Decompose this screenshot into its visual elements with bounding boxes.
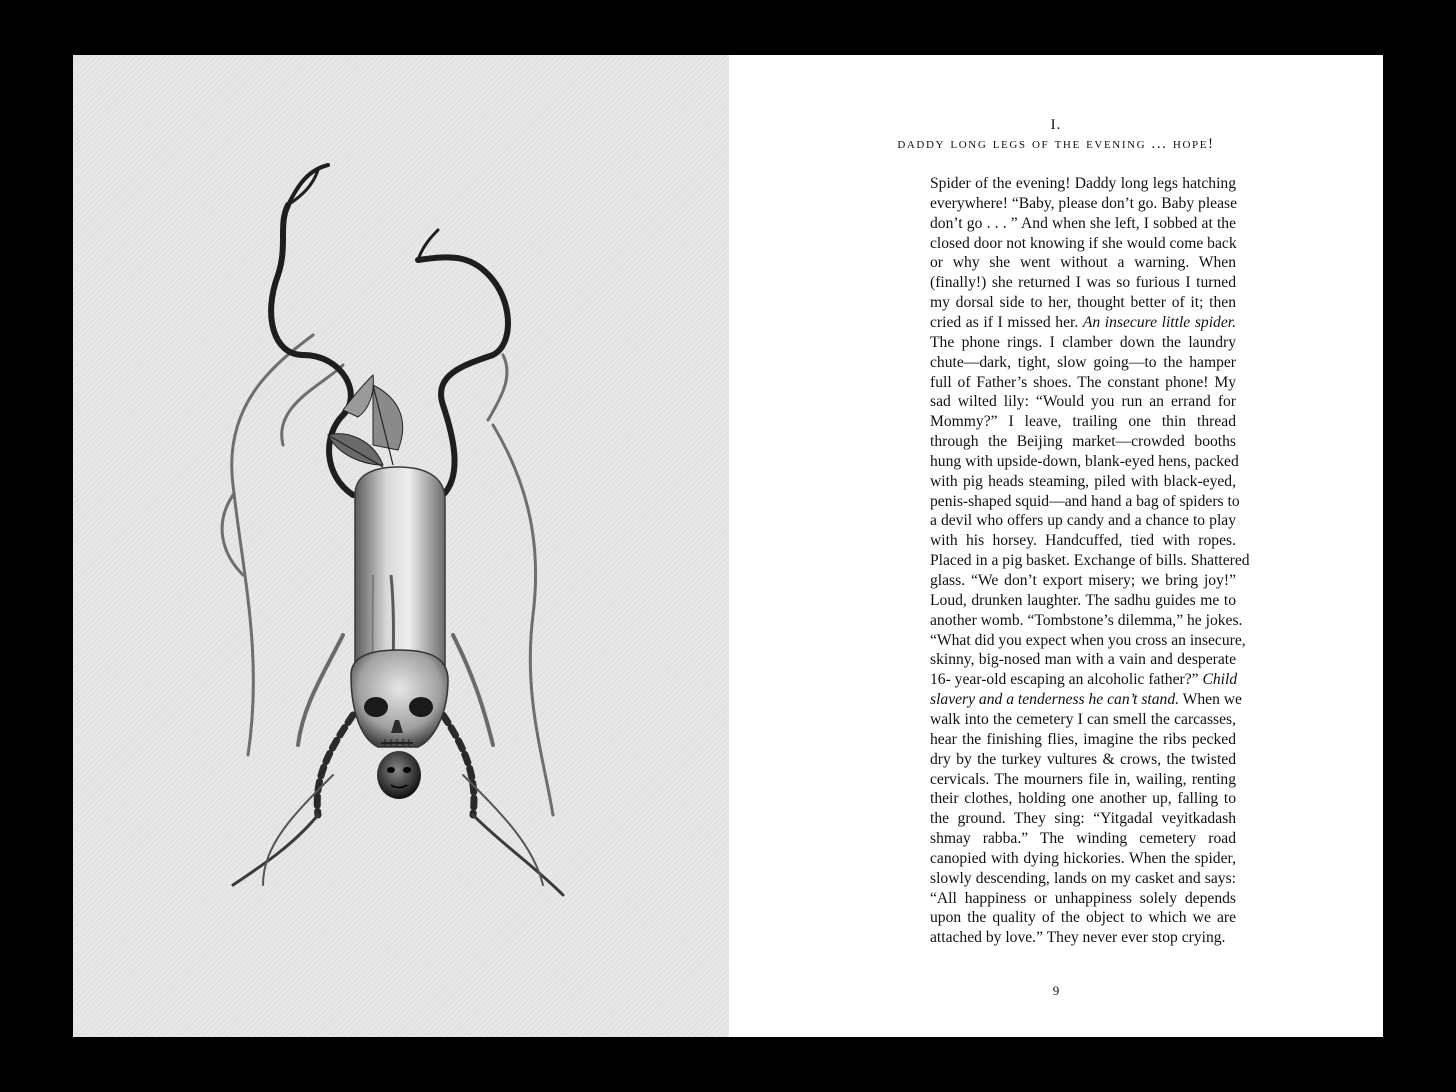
text-line: their clothes, holding one another up, falling to (930, 790, 1236, 808)
text-line: don’t go . . . ” And when she left, I sobbed at the (930, 214, 1236, 232)
text-line: sad wilted lily: “Would you run an errand for (930, 393, 1236, 411)
text-line: hear the finishing flies, imagine the ribs pecked (930, 730, 1236, 748)
text-line: upon the quality of the object to which we are (930, 909, 1236, 927)
page-number: 9 (1052, 983, 1060, 998)
text-line: canopied with dying hickories. When the spider, (930, 849, 1236, 867)
text-line: hung with upside-down, blank-eyed hens, packed (930, 452, 1239, 470)
text-line: “What did you expect when you cross an insecure, (930, 631, 1246, 649)
text-page (729, 55, 1383, 1037)
text-line: closed door not knowing if she would come back (930, 234, 1237, 252)
text-line: slowly descending, lands on my casket and says: (930, 869, 1236, 887)
text-line: a devil who offers up candy and a chance to play (930, 512, 1236, 530)
text-line: full of Father’s shoes. The constant phone! My (930, 373, 1236, 391)
text-line: Placed in a pig basket. Exchange of bills. Shattered (930, 552, 1250, 570)
text-line: my dorsal side to her, thought better of it; then (930, 294, 1236, 312)
text-line: slavery and a tenderness he can’t stand. When we (930, 691, 1242, 709)
text-line: Spider of the evening! Daddy long legs hatching (930, 175, 1236, 192)
text-line: another womb. “Tombstone’s dilemma,” he jokes. (930, 611, 1243, 629)
text-line: 16- year-old escaping an alcoholic father?” Child (930, 671, 1238, 689)
chapter-number: I. (1050, 117, 1062, 133)
small-head (377, 751, 421, 799)
text-line: glass. “We don’t export misery; we bring joy!” (930, 572, 1236, 589)
text-line: the ground. They sing: “Yitgadal veyitkadash (930, 810, 1236, 828)
text-line: Mommy?” I leave, trailing one thin thread (930, 413, 1236, 431)
text-line: walk into the cemetery I can smell the carcasses, (930, 710, 1236, 728)
text-line: attached by love.” They never ever stop crying. (930, 929, 1226, 947)
text-line: skinny, big-nosed man with a vain and desperate (930, 651, 1236, 669)
book-spread (73, 55, 1383, 1037)
text-line: shmay rabba.” The winding cemetery road (930, 830, 1236, 848)
text-line: dry by the turkey vultures & crows, the twisted (930, 750, 1236, 768)
illustration-page (73, 55, 729, 1037)
text-line: with his horsey. Handcuffed, tied with ropes. (930, 532, 1236, 550)
text-line: chute—dark, tight, slow going—to the hamper (930, 353, 1236, 371)
text-line: with pig heads steaming, piled with black-eyed, (930, 472, 1236, 490)
text-line: (finally!) she returned I was so furious I turned (930, 274, 1236, 292)
text-line: Loud, drunken laughter. The sadhu guides me to (930, 591, 1236, 609)
chapter-title: daddy long legs of the evening ... hope! (897, 136, 1215, 152)
text-line: or why she went without a warning. When (930, 254, 1236, 272)
text-line: “All happiness or unhappiness solely depends (930, 889, 1236, 907)
text-line: penis-shaped squid—and hand a bag of spiders to (930, 492, 1240, 510)
text-line: cervicals. The mourners file in, wailing, renting (930, 770, 1236, 788)
text-line: The phone rings. I clamber down the laundry (930, 333, 1236, 351)
skull-spider-illustration (73, 55, 729, 1037)
skull (351, 650, 448, 747)
text-line: everywhere! “Baby, please don’t go. Baby please (930, 194, 1237, 212)
text-line: cried as if I missed her. An insecure little spider. (930, 313, 1236, 331)
text-line: through the Beijing market—crowded booths (930, 433, 1236, 451)
